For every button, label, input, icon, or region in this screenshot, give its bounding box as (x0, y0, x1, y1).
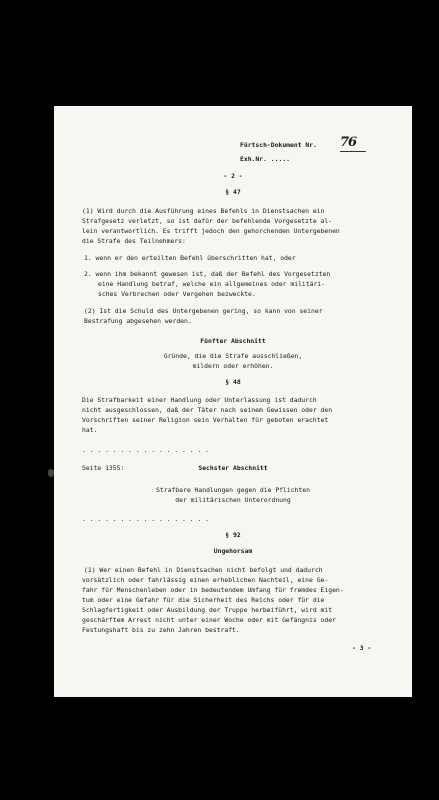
s47-item-2-line: eine Handlung betraf, welche ein allgemeines oder militäri- (98, 280, 326, 288)
ellipsis-divider: . . . . . . . . . . . . . . . . . (82, 446, 209, 454)
s92-line: fahr für Menschenleben oder in bedeutendem Umfang für fremdes Eigen- (82, 586, 344, 594)
s92-line: Schlagfertigkeit oder Ausbildung der Truppe herbeiführt, wird mit (82, 606, 333, 614)
s48-title: § 48 (225, 378, 241, 386)
page-number: - 2 - (223, 172, 243, 180)
page-reference: Seite 1355: (82, 464, 125, 472)
s92-title: § 92 (225, 531, 241, 539)
section6-subtitle: Strafbare Handlungen gegen die Pflichten (156, 486, 310, 494)
s47-p2-line: (2) Ist die Schuld des Untergebenen gering, so kann von seiner (84, 307, 323, 315)
section5-subtitle: mildern oder erhöhen. (192, 362, 274, 370)
s47-item-1: 1. wenn er den erteilten Befehl überschritten hat, oder (84, 254, 296, 262)
doc-label: Fürtsch-Dokument Nr. (240, 141, 317, 149)
s92-subtitle: Ungehorsam (213, 547, 253, 555)
s48-line: nicht ausgeschlossen, daß der Täter nach seinem Gewissen oder den (82, 406, 333, 414)
punch-hole-mark (48, 469, 54, 477)
exh-label: Exh.Nr. ..... (240, 155, 291, 163)
section5-title: Fünfter Abschnitt (200, 337, 266, 345)
s92-line: geschärftem Arrest nicht unter einer Woche oder mit Gefängnis oder (82, 616, 336, 624)
s92-line: Festungshaft bis zu zehn Jahren bestraft. (82, 626, 240, 634)
s92-line: tum oder eine Gefahr für die Sicherheit des Reichs oder für die (82, 596, 325, 604)
s48-line: Vorschriften seiner Religion sein Verhalten für geboten erachtet (82, 416, 329, 424)
section6-subtitle: der militärischen Unterordnung (175, 496, 291, 504)
s48-line: Die Strafbarkeit einer Handlung oder Unterlassung ist dadurch (82, 396, 317, 404)
s47-p1-line: Strafgesetz verletzt, so ist dafür der befehlende Vorgesetzte al- (82, 217, 333, 225)
doc-number-underline (340, 151, 366, 152)
s47-p2-line: Bestrafung abgesehen werden. (84, 317, 192, 325)
ellipsis-divider: . . . . . . . . . . . . . . . . . (82, 515, 209, 523)
s47-item-2-line: sches Verbrechen oder Vergehen bezweckte. (98, 290, 256, 298)
s47-title: § 47 (225, 188, 241, 196)
s47-p1-line: (1) Wird durch die Ausführung eines Befehls in Dienstsachen ein (82, 207, 325, 215)
s47-p1-line: die Strafe des Teilnehmers: (82, 237, 186, 245)
s47-item-2-line: 2. wenn ihm bekannt gewesen ist, daß der Befehl des Vorgesetzten (84, 270, 331, 278)
section5-subtitle: Gründe, die die Strafe ausschließen, (163, 352, 303, 360)
s92-line: vorsätzlich oder fahrlässig einen erheblichen Nachteil, eine Ge- (82, 576, 329, 584)
doc-number: 76 (340, 135, 357, 150)
s48-line: hat. (82, 426, 98, 434)
s92-line: (1) Wer einen Befehl in Dienstsachen nicht befolgt und dadurch (84, 566, 323, 574)
document-page (54, 106, 412, 697)
s47-p1-line: lein verantwortlich. Es trifft jedoch den gehorchenden Untergebenen (82, 227, 340, 235)
next-page-number: - 3 - (352, 644, 372, 652)
section6-title: Sechster Abschnitt (198, 464, 268, 472)
